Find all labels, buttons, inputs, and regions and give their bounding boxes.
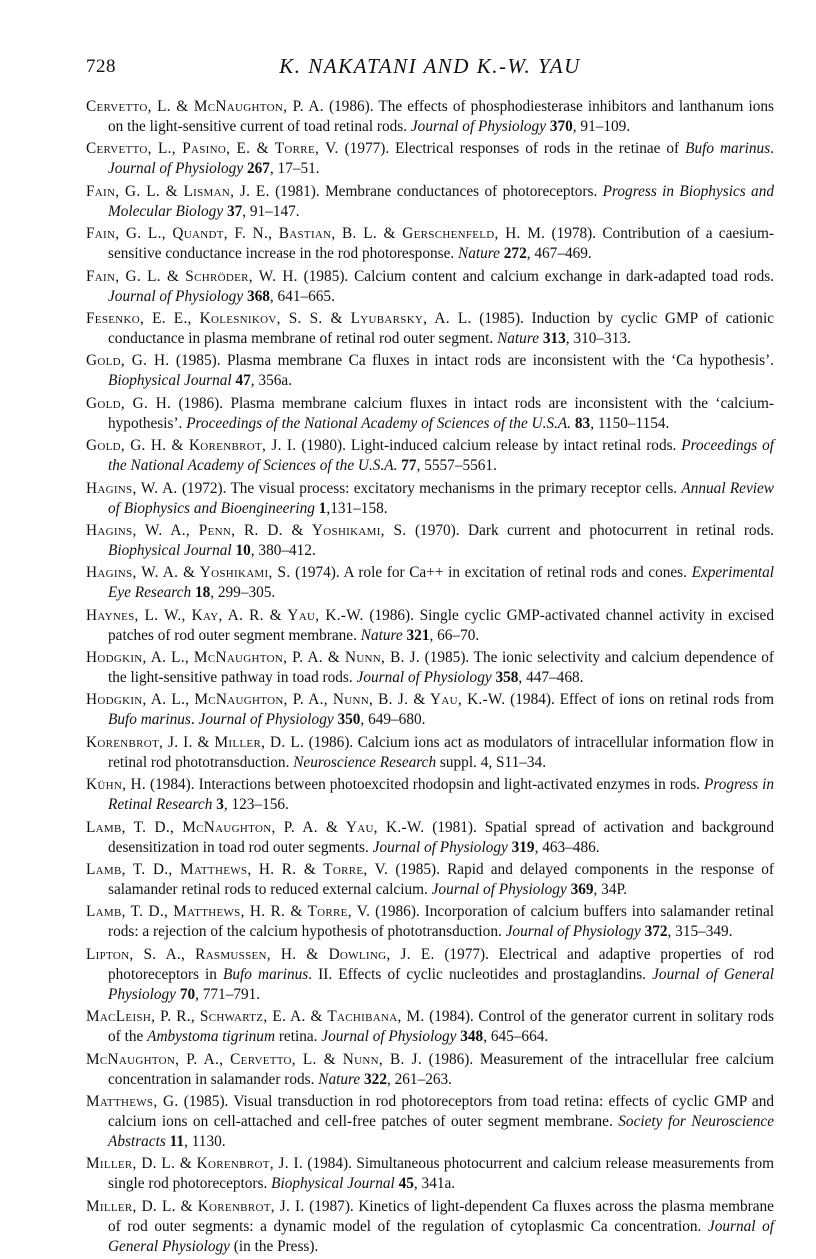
reference-year: (1970). bbox=[406, 521, 469, 539]
reference-authors: Hodgkin, A. L., McNaughton, P. A. & Nunn, B. J. bbox=[86, 649, 421, 667]
reference-pages: , 447–468. bbox=[518, 669, 584, 687]
reference-entry bbox=[86, 1050, 774, 1090]
reference-title: Rapid and delayed components in the response of salamander retinal rods to reduced external calcium. bbox=[108, 861, 774, 899]
reference-year: (1981). bbox=[424, 818, 485, 836]
reference-entry bbox=[86, 606, 774, 646]
reference-volume: 11 bbox=[169, 1132, 185, 1150]
reference-title: Dark current and photocurrent in retinal rods. bbox=[468, 521, 774, 539]
reference-entry bbox=[86, 309, 774, 349]
reference-authors: Fesenko, E. E., Kolesnikov, S. S. & Lyubarsky, A. L. bbox=[86, 309, 472, 327]
reference-journal: Journal of Physiology bbox=[431, 881, 567, 899]
page-header bbox=[86, 50, 774, 84]
reference-journal: Nature bbox=[497, 329, 540, 347]
reference-title-end: . bbox=[770, 140, 774, 158]
reference-pages: suppl. 4, S11–34. bbox=[436, 753, 547, 771]
reference-title-italic: Bufo marinus bbox=[108, 711, 191, 729]
reference-authors: Lipton, S. A., Rasmussen, H. & Dowling, J. E. bbox=[86, 945, 435, 963]
reference-volume: 321 bbox=[406, 626, 430, 644]
reference-entry bbox=[86, 860, 774, 900]
reference-year: (1986). bbox=[323, 98, 379, 115]
reference-volume: 319 bbox=[511, 838, 535, 856]
reference-entry bbox=[86, 945, 774, 1005]
reference-journal: Experimental Eye Research bbox=[108, 564, 774, 602]
reference-volume: 47 bbox=[235, 372, 251, 390]
reference-journal: Progress in Retinal Research bbox=[108, 776, 774, 814]
reference-year: (1984). bbox=[505, 691, 560, 709]
reference-pages: , 66–70. bbox=[429, 626, 480, 644]
reference-journal: Nature bbox=[458, 245, 500, 263]
reference-volume: 83 bbox=[574, 414, 591, 432]
reference-entry bbox=[86, 394, 774, 434]
reference-volume: 18 bbox=[194, 584, 211, 602]
reference-pages: , 1150–1154. bbox=[590, 414, 670, 432]
reference-volume: 77 bbox=[401, 457, 417, 475]
reference-entry bbox=[86, 436, 774, 476]
reference-title: Contribution of a caesium-sensitive conductance increase in the rod photoresponse. bbox=[108, 225, 774, 263]
reference-journal: Annual Review of Biophysics and Bioengineering bbox=[108, 479, 775, 517]
reference-pages: , 645–664. bbox=[483, 1028, 549, 1046]
reference-title: Single cyclic GMP-activated channel activity in excised patches of rod outer segment membrane. bbox=[108, 606, 774, 644]
reference-pages: , 34P. bbox=[593, 881, 628, 899]
reference-title-italic: Bufo marinus bbox=[685, 140, 771, 158]
reference-entry bbox=[86, 139, 774, 179]
reference-journal: Journal of Physiology bbox=[505, 923, 641, 941]
reference-year: (1986). bbox=[370, 903, 425, 921]
reference-journal: Journal of Physiology bbox=[108, 160, 244, 178]
reference-title-end: retina. bbox=[275, 1028, 322, 1046]
reference-pages: , 641–665. bbox=[269, 287, 335, 305]
reference-entry bbox=[86, 97, 774, 137]
reference-pages: , 5557–5561. bbox=[416, 457, 497, 475]
reference-authors: Hagins, W. A., Penn, R. D. & Yoshikami, S. bbox=[86, 521, 407, 539]
reference-journal: Nature bbox=[318, 1070, 361, 1088]
reference-title: Plasma membrane Ca fluxes in intact rods are inconsistent with the ‘Ca hypothesis’. bbox=[227, 352, 774, 370]
reference-year: (1984). bbox=[145, 776, 199, 794]
reference-pages: , 380–412. bbox=[250, 541, 316, 559]
reference-entry bbox=[86, 351, 774, 391]
reference-year: (1985). bbox=[420, 649, 474, 667]
reference-journal: Society for Neuroscience Abstracts bbox=[108, 1112, 774, 1150]
reference-year: (1980). bbox=[296, 437, 351, 455]
reference-title: Effect of ions on retinal rods from bbox=[559, 691, 774, 709]
reference-authors: Hagins, W. A. bbox=[86, 479, 178, 497]
reference-journal: Journal of Physiology bbox=[321, 1028, 457, 1046]
reference-authors: Lamb, T. D., Matthews, H. R. & Torre, V. bbox=[86, 903, 371, 921]
reference-title: Plasma membrane calcium fluxes in intact rods are inconsistent with the ‘calcium-hypothesis’. bbox=[108, 394, 774, 432]
reference-volume: 267 bbox=[246, 160, 270, 178]
reference-volume: 45 bbox=[398, 1175, 414, 1193]
reference-pages: , 467–469. bbox=[526, 245, 592, 263]
running-head: K. NAKATANI AND K.-W. YAU bbox=[279, 54, 581, 78]
reference-volume: 368 bbox=[246, 287, 270, 305]
reference-entry bbox=[86, 521, 774, 561]
reference-entry bbox=[86, 1197, 774, 1257]
reference-entry bbox=[86, 182, 774, 222]
reference-authors: McNaughton, P. A., Cervetto, L. & Nunn, B. J. bbox=[86, 1050, 422, 1068]
reference-volume: 348 bbox=[460, 1028, 484, 1046]
reference-volume: 322 bbox=[364, 1070, 387, 1088]
reference-journal: Journal of Physiology bbox=[108, 287, 244, 305]
reference-title: Spatial spread of activation and background desensitization in toad rod outer segments. bbox=[108, 818, 774, 856]
reference-authors: Gold, G. H. bbox=[86, 352, 170, 370]
reference-authors: Cervetto, L., Pasino, E. & Torre, V. bbox=[86, 140, 339, 158]
reference-title: Incorporation of calcium buffers into salamander retinal rods: a rejection of the calcium hypothesis of phototransduction. bbox=[108, 903, 774, 941]
reference-title: Electrical responses of rods in the retinae of bbox=[395, 140, 686, 158]
reference-year: (1986). bbox=[421, 1050, 480, 1068]
reference-journal: Neuroscience Research bbox=[293, 753, 437, 771]
page-number: 728 bbox=[86, 56, 116, 77]
reference-volume: 350 bbox=[337, 711, 361, 729]
reference-pages: , 463–486. bbox=[534, 838, 600, 856]
reference-year: (1985). bbox=[169, 352, 227, 370]
reference-pages: , 299–305. bbox=[210, 584, 276, 602]
reference-authors: Korenbrot, J. I. & Miller, D. L. bbox=[86, 733, 305, 751]
reference-authors: Fain, G. L. & Lisman, J. E. bbox=[86, 182, 270, 200]
reference-journal: Biophysical Journal bbox=[108, 372, 232, 390]
reference-title: Interactions between photoexcited rhodopsin and light-activated enzymes in rods. bbox=[198, 776, 704, 794]
reference-volume: 37 bbox=[226, 202, 243, 220]
reference-authors: Lamb, T. D., Matthews, H. R. & Torre, V. bbox=[86, 861, 389, 879]
reference-authors: MacLeish, P. R., Schwartz, E. A. & Tachibana, M. bbox=[86, 1008, 425, 1026]
reference-journal: Journal of Physiology bbox=[356, 669, 492, 687]
reference-year: (1977). bbox=[434, 945, 499, 963]
reference-pages: , 771–791. bbox=[195, 985, 261, 1003]
reference-year: (1984). bbox=[424, 1008, 479, 1026]
reference-volume: 369 bbox=[570, 881, 594, 899]
reference-title: The visual process: excitatory mechanisms in the primary receptor cells. bbox=[230, 479, 682, 497]
reference-year: (1985). bbox=[297, 267, 355, 285]
reference-authors: Kühn, H. bbox=[86, 776, 146, 794]
reference-title: Calcium ions act as modulators of intracellular information flow in retinal rod phototransduction. bbox=[108, 733, 774, 771]
reference-year: (1985). bbox=[471, 309, 532, 327]
reference-title: Simultaneous photocurrent and calcium release measurements from single rod photoreceptors. bbox=[108, 1155, 774, 1193]
reference-pages: , 91–109. bbox=[572, 118, 631, 135]
reference-volume: 272 bbox=[503, 245, 527, 263]
reference-entry bbox=[86, 1154, 774, 1194]
reference-year: (1987). bbox=[304, 1197, 359, 1215]
reference-title: Membrane conductances of photoreceptors. bbox=[325, 182, 603, 200]
reference-year: (1985). bbox=[178, 1092, 234, 1110]
reference-year: (1985). bbox=[388, 861, 448, 879]
reference-pages: (in the Press). bbox=[229, 1237, 319, 1255]
reference-journal: Journal of Physiology bbox=[410, 118, 546, 135]
reference-entry bbox=[86, 1092, 774, 1152]
reference-pages: , 123–156. bbox=[223, 796, 289, 814]
reference-entry bbox=[86, 224, 774, 264]
reference-authors: Lamb, T. D., McNaughton, P. A. & Yau, K.-W. bbox=[86, 818, 425, 836]
reference-authors: Gold, G. H. bbox=[86, 394, 172, 412]
reference-journal: Journal of General Physiology bbox=[108, 965, 774, 1003]
reference-journal: Nature bbox=[360, 626, 403, 644]
reference-entry bbox=[86, 1007, 774, 1047]
reference-title: A role for Ca++ in excitation of retinal rods and cones. bbox=[343, 564, 692, 582]
reference-authors: Cervetto, L. & McNaughton, P. A. bbox=[86, 98, 324, 115]
reference-journal: Journal of Physiology bbox=[198, 711, 334, 729]
reference-pages: , 356a. bbox=[250, 372, 292, 390]
reference-title: Induction by cyclic GMP of cationic conductance in plasma membrane of retinal rod outer segment. bbox=[108, 309, 774, 347]
reference-pages: , 310–313. bbox=[565, 329, 631, 347]
reference-authors: Fain, G. L. & Schröder, W. H. bbox=[86, 267, 298, 285]
reference-title: Visual transduction in rod photoreceptors from toad retina: effects of cyclic GMP and calcium ions on cell-attached and cell-free patches of outer segment membrane. bbox=[108, 1092, 774, 1130]
reference-volume: 358 bbox=[495, 669, 519, 687]
reference-title: Measurement of the intracellular free calcium concentration in salamander rods. bbox=[108, 1050, 774, 1088]
reference-pages: , 261–263. bbox=[386, 1070, 452, 1088]
reference-journal: Progress in Biophysics and Molecular Biology bbox=[108, 182, 775, 220]
reference-pages: , 17–51. bbox=[269, 160, 320, 178]
reference-title: The ionic selectivity and calcium dependence of the light-sensitive pathway in toad rods. bbox=[108, 649, 774, 687]
reference-volume: 3 bbox=[216, 796, 224, 814]
reference-year: (1977). bbox=[338, 140, 396, 158]
reference-title: Control of the generator current in solitary rods of the bbox=[108, 1008, 774, 1046]
reference-pages: , 341a. bbox=[413, 1175, 456, 1193]
reference-entry bbox=[86, 818, 774, 858]
reference-title: Calcium content and calcium exchange in dark-adapted toad rods. bbox=[354, 267, 775, 285]
reference-year: (1972). bbox=[177, 479, 231, 497]
reference-year: (1986). bbox=[363, 606, 420, 624]
reference-volume: 10 bbox=[235, 541, 251, 559]
reference-volume: 313 bbox=[542, 329, 566, 347]
reference-journal: Journal of General Physiology bbox=[108, 1217, 774, 1255]
reference-year: (1986). bbox=[304, 733, 358, 751]
reference-entry bbox=[86, 775, 774, 815]
reference-title: The effects of phosphodiesterase inhibitors and lanthanum ions on the light-sensitive current of toad retinal rods. bbox=[108, 98, 774, 135]
reference-year: (1981). bbox=[269, 182, 326, 200]
reference-list bbox=[86, 97, 774, 1259]
reference-journal: Proceedings of the National Academy of Sciences of the U.S.A. bbox=[186, 414, 572, 432]
reference-year: (1978). bbox=[545, 225, 603, 243]
reference-entry bbox=[86, 733, 774, 773]
reference-journal: Biophysical Journal bbox=[271, 1175, 395, 1193]
reference-authors: Hodgkin, A. L., McNaughton, P. A., Nunn, B. J. & Yau, K.-W. bbox=[86, 691, 506, 709]
reference-entry bbox=[86, 690, 774, 730]
reference-year: (1974). bbox=[290, 564, 344, 582]
reference-volume: 370 bbox=[549, 118, 573, 135]
reference-entry bbox=[86, 648, 774, 688]
reference-title-end: . II. Effects of cyclic nucleotides and prostaglandins. bbox=[308, 965, 653, 983]
reference-title: Electrical and adaptive properties of rod photoreceptors in bbox=[108, 945, 774, 983]
reference-title-end: . bbox=[190, 711, 199, 729]
reference-volume: 70 bbox=[179, 985, 196, 1003]
reference-entry bbox=[86, 267, 774, 307]
reference-journal: Biophysical Journal bbox=[108, 541, 232, 559]
reference-title: Light-induced calcium release by intact retinal rods. bbox=[350, 437, 682, 455]
reference-authors: Gold, G. H. & Korenbrot, J. I. bbox=[86, 437, 297, 455]
reference-year: (1986). bbox=[171, 394, 231, 412]
reference-pages: , 91–147. bbox=[242, 202, 300, 220]
reference-title-italic: Bufo marinus bbox=[223, 965, 309, 983]
reference-title: Kinetics of light-dependent Ca fluxes across the plasma membrane of rod outer segments: a dynamic model of the regulation of cytoplasmic Ca concentration. bbox=[108, 1197, 774, 1235]
reference-title-italic: Ambystoma tigrinum bbox=[147, 1028, 275, 1046]
reference-entry bbox=[86, 902, 774, 942]
reference-authors: Miller, D. L. & Korenbrot, J. I. bbox=[86, 1197, 305, 1215]
reference-authors: Miller, D. L. & Korenbrot, J. I. bbox=[86, 1155, 304, 1173]
reference-volume: 1 bbox=[318, 499, 327, 517]
reference-year: (1984). bbox=[303, 1155, 357, 1173]
reference-authors: Fain, G. L., Quandt, F. N., Bastian, B. L. & Gerschenfeld, H. M. bbox=[86, 225, 546, 243]
reference-pages: , 649–680. bbox=[360, 711, 426, 729]
reference-journal: Proceedings of the National Academy of Sciences of the U.S.A. bbox=[108, 437, 774, 475]
reference-volume: 372 bbox=[644, 923, 668, 941]
reference-authors: Matthews, G. bbox=[86, 1092, 179, 1110]
reference-authors: Hagins, W. A. & Yoshikami, S. bbox=[86, 564, 291, 582]
reference-authors: Haynes, L. W., Kay, A. R. & Yau, K.-W. bbox=[86, 606, 364, 624]
reference-pages: , 1130. bbox=[184, 1132, 226, 1150]
reference-pages: ,131–158. bbox=[326, 499, 388, 517]
reference-entry bbox=[86, 563, 774, 603]
reference-pages: , 315–349. bbox=[667, 923, 733, 941]
reference-entry bbox=[86, 479, 774, 519]
reference-journal: Journal of Physiology bbox=[372, 838, 508, 856]
